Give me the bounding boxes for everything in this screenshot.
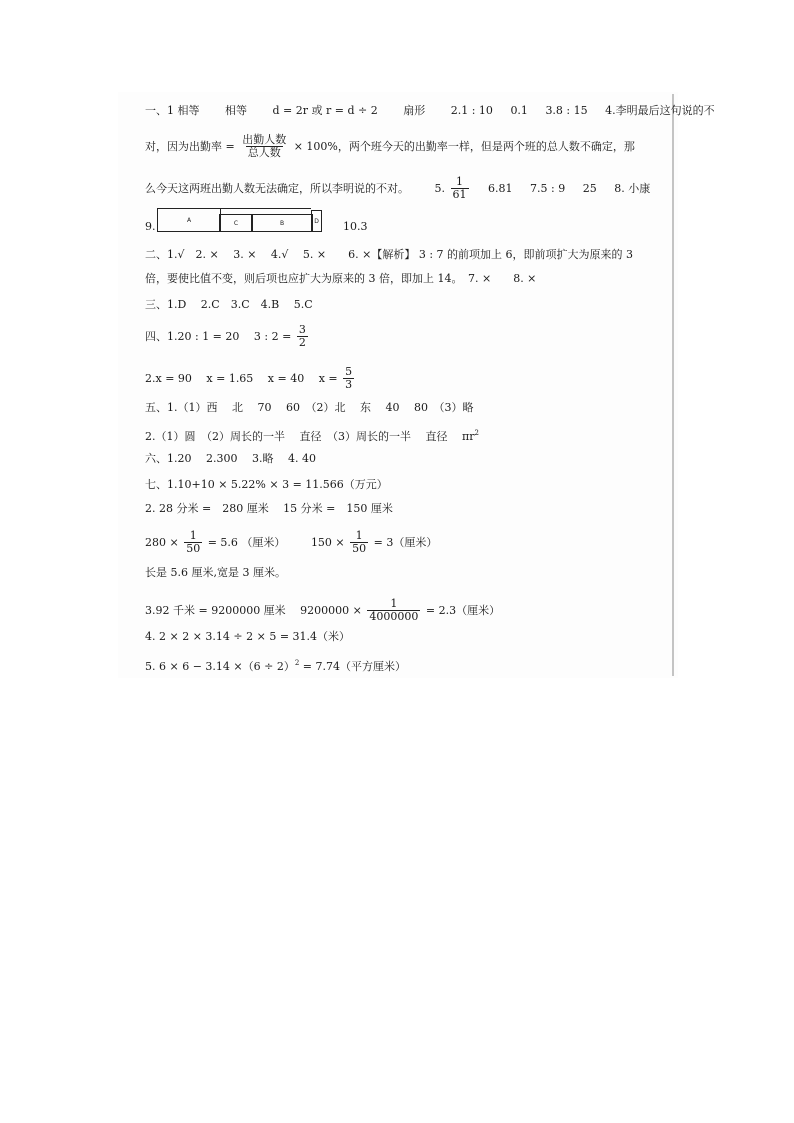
denominator: 3 — [345, 378, 353, 391]
text: d = 2r 或 r = d ÷ 2 — [272, 104, 378, 117]
text: 2.x = 90 x = 1.65 x = 40 x = — [145, 371, 338, 385]
numerator: 出勤人数 — [242, 133, 287, 146]
denominator: 50 — [352, 542, 367, 555]
text: 150 × — [310, 535, 345, 549]
answer-line-6 — [145, 272, 536, 286]
numerator: 3 — [298, 323, 306, 336]
text: 4.李明最后这句说的不 — [605, 104, 715, 117]
denominator: 50 — [186, 542, 201, 555]
answer-line-4-label — [145, 220, 156, 234]
segment-label: C — [233, 219, 239, 227]
text: 10.3 — [343, 220, 368, 233]
fraction — [350, 530, 368, 555]
answer-line-17 — [145, 598, 500, 623]
text: 5. — [434, 181, 445, 195]
answer-line-18 — [145, 630, 350, 644]
fraction — [343, 366, 354, 391]
answer-line-5 — [145, 248, 633, 262]
text: = 3（厘米） — [373, 535, 438, 549]
text: = 2.3（厘米） — [425, 603, 501, 617]
answer-line-3 — [145, 176, 650, 201]
text: = 5.6 （厘米） — [207, 535, 286, 549]
text: 四、1.20 : 1 = 20 3 : 2 = — [145, 329, 292, 343]
answer-line-14 — [145, 502, 393, 516]
segment-d — [311, 210, 322, 232]
segment-label: B — [279, 219, 285, 227]
text: 七、1.10+10 × 5.22% × 3 = 11.566（万元） — [145, 478, 388, 491]
text: 3.92 千米 = 9200000 厘米 9200000 × — [145, 603, 362, 617]
text: 么今天这两班出勤人数无法确定，所以李明说的不对。 — [145, 181, 409, 195]
answer-line-16 — [145, 566, 286, 580]
denominator: 4000000 — [369, 610, 419, 623]
fraction — [184, 530, 202, 555]
numerator: 1 — [355, 529, 363, 542]
text: 5. 6 × 6 − 3.14 ×（6 ÷ 2） — [145, 659, 295, 673]
numerator: 5 — [345, 365, 353, 378]
answer-line-19 — [145, 656, 406, 674]
segment-b — [251, 214, 313, 232]
segment-label: A — [186, 216, 192, 224]
text: 280 × — [145, 535, 179, 549]
text: 扇形 — [403, 104, 426, 117]
text: 6.81 — [488, 181, 513, 195]
denominator: 总人数 — [247, 146, 281, 159]
text: 9. — [145, 220, 156, 233]
text: 8. 小康 — [614, 181, 651, 195]
answer-line-8 — [145, 324, 310, 349]
denominator: 61 — [452, 188, 467, 201]
text: 2.（1）圆 （2）周长的一半 直径 （3）周长的一半 直径 πr — [145, 429, 475, 443]
superscript: 2 — [294, 659, 300, 667]
answer-line-10 — [145, 401, 473, 415]
text: 0.1 — [510, 104, 528, 117]
fraction — [240, 134, 288, 159]
segment-label: D — [314, 217, 319, 225]
answer-line-1 — [145, 104, 715, 118]
text: 倍，要使比值不变，则后项也应扩大为原来的 3 倍，即加上 14。 7. × 8. × — [145, 272, 537, 285]
numerator: 1 — [456, 175, 463, 188]
text: 长是 5.6 厘米,宽是 3 厘米。 — [145, 566, 286, 579]
answer-line-2 — [145, 134, 635, 159]
text: 一、1 相等 — [145, 104, 200, 117]
text: 三、1.D 2.C 3.C 4.B 5.C — [145, 298, 313, 311]
answer-line-12 — [145, 452, 316, 466]
segment-a — [157, 208, 221, 232]
answer-line-9 — [145, 366, 356, 391]
fraction — [367, 598, 420, 623]
numerator: 1 — [189, 529, 197, 542]
answer-line-7 — [145, 298, 313, 312]
text: 4. 2 × 2 × 3.14 ÷ 2 × 5 = 31.4（米） — [145, 630, 351, 643]
fraction — [451, 176, 469, 201]
denominator: 2 — [298, 336, 306, 349]
numerator: 1 — [390, 597, 398, 610]
text: 对，因为出勤率 = — [145, 139, 235, 153]
text: = 7.74（平方厘米） — [302, 659, 407, 673]
page-edge-shadow — [672, 94, 674, 676]
superscript: 2 — [474, 429, 479, 437]
text: 六、1.20 2.300 3.略 4. 40 — [145, 452, 316, 465]
text: 7.5 : 9 — [530, 181, 566, 195]
text: 2.1 : 10 — [450, 104, 493, 117]
fraction — [297, 324, 308, 349]
answer-line-15 — [145, 530, 437, 555]
top-bracket — [219, 208, 311, 209]
answer-line-13 — [145, 478, 388, 492]
answer-10 — [343, 220, 368, 234]
text: 五、1.（1）西 北 70 60 （2）北 东 40 80 （3）略 — [145, 401, 474, 414]
answer-line-11 — [145, 426, 479, 444]
text: 相等 — [225, 104, 247, 117]
text: 2. 28 分米 = 280 厘米 15 分米 = 150 厘米 — [145, 502, 393, 515]
text: × 100%，两个班今天的出勤率一样，但是两个班的总人数不确定，那 — [293, 139, 635, 153]
text: 二、1.√ 2. × 3. × 4.√ 5. × 6. ×【解析】 3 : 7 的前项加上 6，即前项扩大为原来的 3 — [145, 248, 634, 261]
segment-c — [219, 214, 253, 232]
text: 25 — [582, 181, 597, 195]
text: 3.8 : 15 — [545, 104, 588, 117]
